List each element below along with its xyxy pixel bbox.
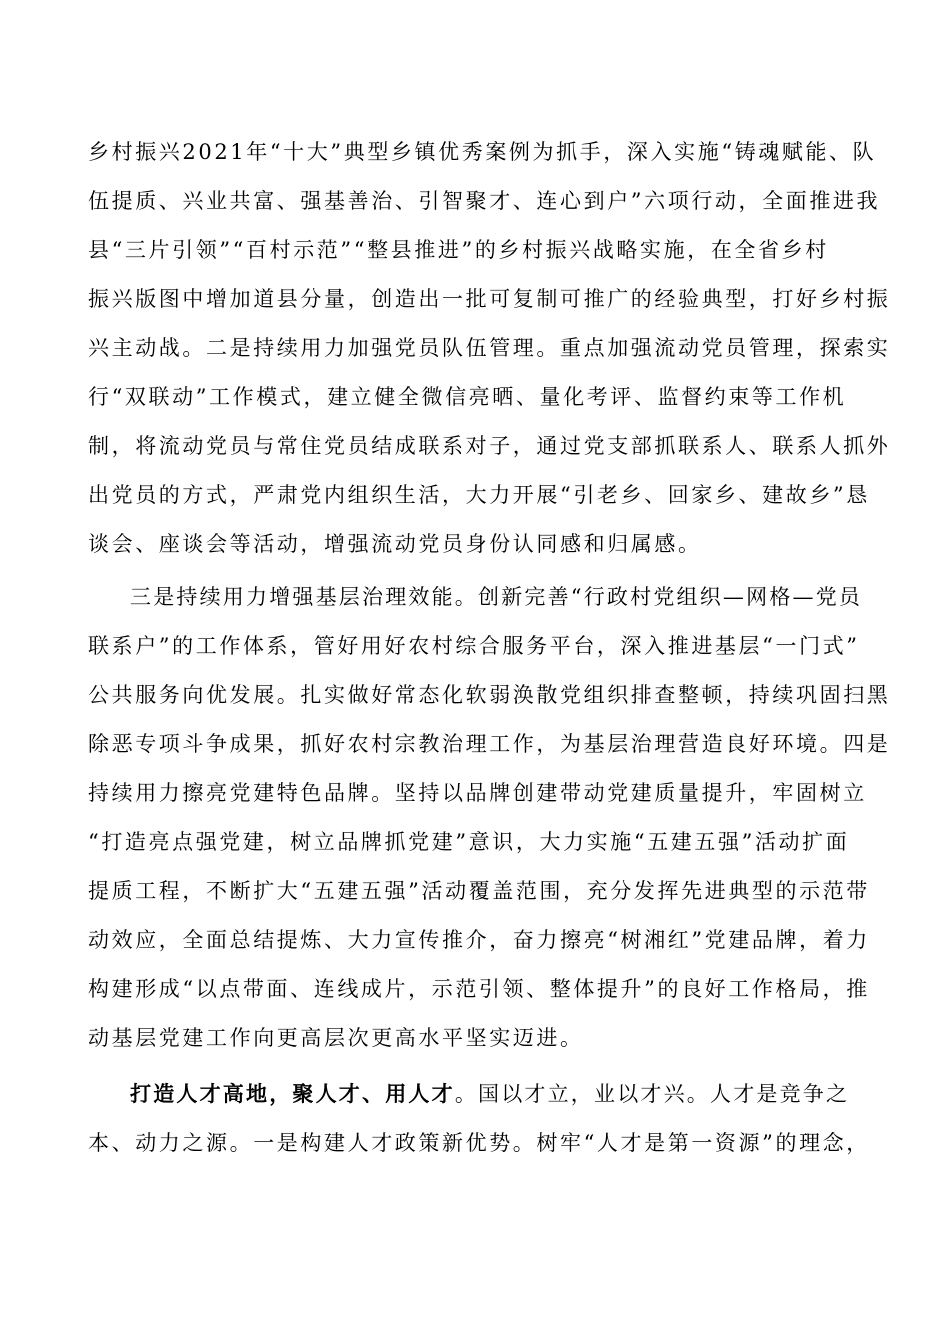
text-line: 动基层党建工作向更高层次更高水平坚实迈进。 (88, 1026, 584, 1050)
text-line: 提质工程，不断扩大“五建五强”活动覆盖范围，充分发挥先进典型的示范带 (88, 879, 870, 903)
text-line: 兴主动战。二是持续用力加强党员队伍管理。重点加强流动党员管理，探索实 (88, 336, 891, 360)
text-line: 出党员的方式，严肃党内组织生活，大力开展“引老乡、回家乡、建故乡”恳 (88, 483, 870, 507)
text-line: 动效应，全面总结提炼、大力宣传推介，奋力擦亮“树湘红”党建品牌，着力 (88, 928, 870, 952)
text-line: 伍提质、兴业共富、强基善治、引智聚才、连心到户”六项行动，全面推进我 (88, 189, 881, 213)
text-line: 联系户”的工作体系，管好用好农村综合服务平台，深入推进基层“一门式” (88, 634, 860, 658)
text-line: 乡村振兴2021年“十大”典型乡镇优秀案例为抓手，深入实施“铸魂赋能、队 (88, 140, 877, 164)
text-line: 除恶专项斗争成果，抓好农村宗教治理工作，为基层治理营造良好环境。四是 (88, 732, 891, 756)
text-line: 三是持续用力增强基层治理效能。创新完善“行政村党组织—网格—党员 (130, 585, 863, 609)
text-line: 公共服务向优发展。扎实做好常态化软弱涣散党组织排查整顿，持续巩固扫黑 (88, 683, 891, 707)
text-line (130, 1080, 905, 1108)
text-line: 持续用力擦亮党建特色品牌。坚持以品牌创建带动党建质量提升，牢固树立 (88, 781, 867, 805)
text-line: “打造亮点强党建，树立品牌抓党建”意识，大力实施“五建五强”活动扩面 (88, 830, 850, 854)
text-line: 县“三片引领”“百村示范”“整县推进”的乡村振兴战略实施，在全省乡村 (88, 238, 829, 262)
text-run: 。国以才立，业以才兴。人才是竞争之 (454, 1082, 850, 1106)
text-line: 本、动力之源。一是构建人才政策新优势。树牢“人才是第一资源”的理念， (88, 1131, 870, 1155)
text-line: 构建形成“以点带面、连线成片，示范引领、整体提升”的良好工作格局，推 (88, 977, 870, 1001)
text-line: 振兴版图中增加道县分量，创造出一批可复制可推广的经验典型，打好乡村振 (88, 287, 891, 311)
text-line: 谈会、座谈会等活动，增强流动党员身份认同感和归属感。 (88, 532, 702, 556)
section-heading: 打造人才高地，聚人才、用人才 (130, 1081, 455, 1106)
text-line: 制，将流动党员与常住党员结成联系对子，通过党支部抓联系人、联系人抓外 (88, 434, 891, 458)
text-line: 行“双联动”工作模式，建立健全微信亮晒、量化考评、监督约束等工作机 (88, 385, 847, 409)
